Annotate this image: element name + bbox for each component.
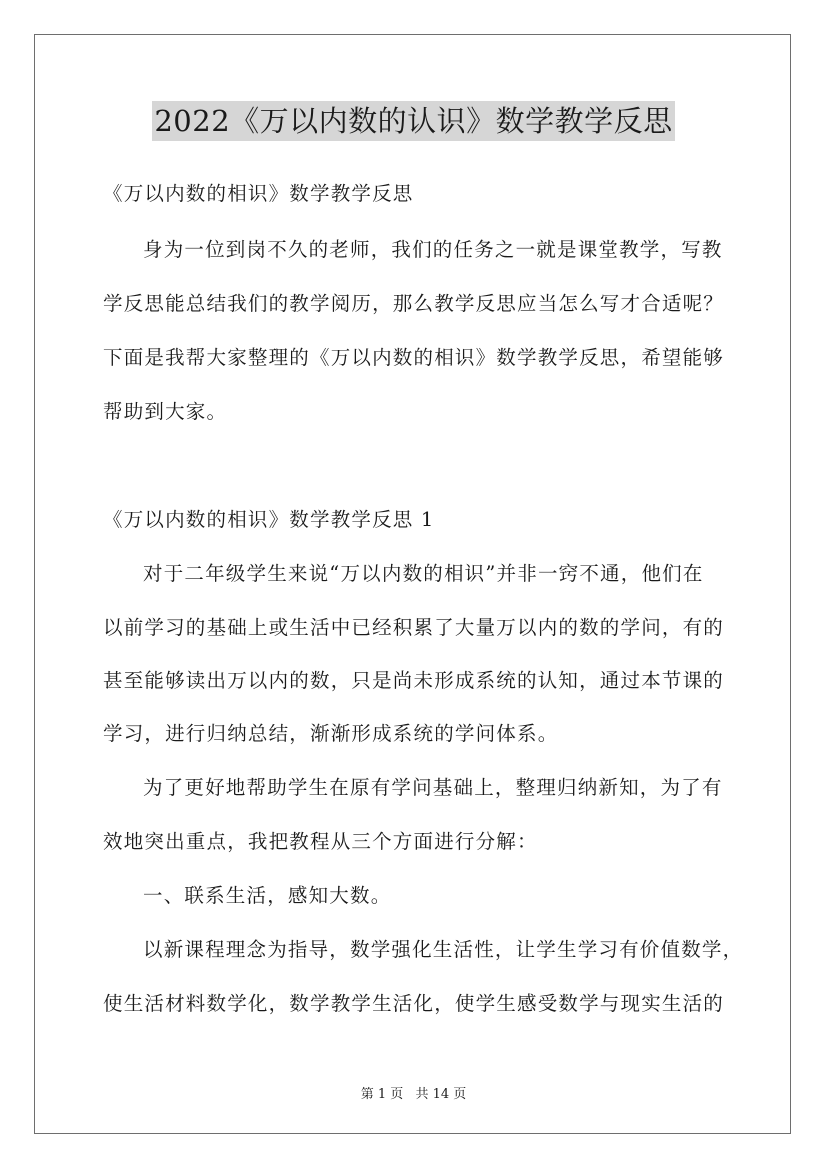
title-container [0,101,827,141]
page-number: 第 1 页 [360,1087,404,1102]
paragraph-line: 甚至能够读出万以内的数，只是尚未形成系统的认知，通过本节课的 [103,669,725,692]
paragraph-line: 下面是我帮大家整理的《万以内数的相识》数学教学反思，希望能够 [103,346,725,369]
paragraph-line: 使生活材料数学化，数学教学生活化，使学生感受数学与现实生活的 [103,992,725,1015]
paragraph-line: 一、联系生活，感知大数。 [143,884,392,907]
paragraph-line: 为了更好地帮助学生在原有学问基础上，整理归纳新知，为了有 [143,776,723,799]
paragraph-line: 帮助到大家。 [103,400,228,423]
section-heading: 《万以内数的相识》数学教学反思 1 [103,508,435,531]
paragraph-line: 以前学习的基础上或生活中已经积累了大量万以内的数的学问，有的 [103,616,725,639]
document-title: 2022《万以内数的认识》数学教学反思 [152,101,674,141]
paragraph-line: 学反思能总结我们的教学阅历，那么教学反思应当怎么写才合适呢？ [103,292,725,315]
paragraph-line: 身为一位到岗不久的老师，我们的任务之一就是课堂教学，写教 [143,238,723,261]
page-total: 共 14 页 [415,1087,467,1102]
section-heading: 《万以内数的相识》数学教学反思 [103,182,414,205]
paragraph-line: 学习，进行归纳总结，渐渐形成系统的学问体系。 [103,722,559,745]
paragraph-line: 以新课程理念为指导，数学强化生活性，让学生学习有价值数学， [143,938,744,961]
paragraph-line: 对于二年级学生来说“万以内数的相识”并非一窍不通，他们在 [143,562,704,585]
paragraph-line: 效地突出重点，我把教程从三个方面进行分解： [103,830,538,853]
page-footer [0,1083,827,1102]
